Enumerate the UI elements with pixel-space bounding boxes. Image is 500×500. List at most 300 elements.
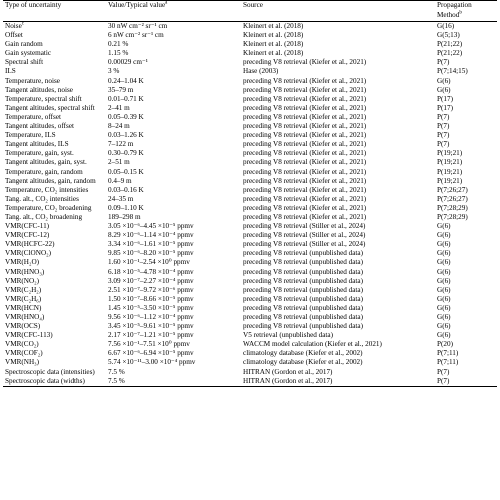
method-cell-text: P(21;22)	[437, 49, 463, 58]
value-cell	[106, 195, 241, 204]
method-cell-text: G(6)	[437, 267, 451, 276]
source-cell-text: preceding V8 retrieval (Stiller et al., 2024)	[243, 231, 366, 240]
method-cell-text: G(16)	[437, 22, 455, 30]
value-cell-text: 6.18 ×10⁻⁵–4.78 ×10⁻⁴ ppmv	[108, 267, 194, 276]
value-cell	[106, 95, 241, 104]
type-cell-text: Temperature, gain, random	[5, 167, 83, 176]
table-row	[3, 186, 497, 195]
method-cell	[435, 304, 497, 313]
type-cell-text: Spectral shift	[5, 58, 44, 67]
source-cell	[241, 222, 435, 231]
source-cell-text: preceding V8 retrieval (unpublished data)	[243, 294, 364, 303]
method-cell-text: P(20)	[437, 340, 453, 349]
type-cell-text: VMR(ClONO₂)	[5, 249, 52, 258]
value-cell	[106, 168, 241, 177]
type-cell-text: VMR(NO₂)	[5, 276, 40, 285]
source-cell	[241, 40, 435, 49]
source-cell-text: preceding V8 retrieval (unpublished data)	[243, 258, 364, 267]
method-cell-text: P(7)	[437, 58, 450, 67]
type-cell	[3, 49, 106, 58]
method-cell	[435, 349, 497, 358]
value-cell-text: 189–298 m	[108, 212, 141, 221]
type-cell	[3, 113, 106, 122]
type-cell	[3, 95, 106, 104]
value-cell-text: 7.5 %	[108, 376, 125, 385]
method-cell-text: G(6)	[437, 231, 451, 240]
table-row	[3, 258, 497, 267]
value-cell	[106, 186, 241, 195]
value-cell-text: 35–79 m	[108, 85, 134, 94]
table-row	[3, 231, 497, 240]
source-cell	[241, 349, 435, 358]
type-cell	[3, 331, 106, 340]
value-cell-text: 1.45 ×10⁻⁵–3.50 ×10⁻⁵ ppmv	[108, 303, 194, 312]
source-cell	[241, 186, 435, 195]
type-cell	[3, 340, 106, 349]
value-cell	[106, 277, 241, 286]
table-row	[3, 358, 497, 367]
method-cell-text: P(7;26;27)	[437, 185, 468, 194]
value-cell-text: 5.74 ×10⁻¹¹–3.00 ×10⁻⁴ ppmv	[108, 358, 196, 367]
value-cell-text: 0.30–0.79 K	[108, 149, 144, 158]
type-cell-text: Spectroscopic data (intensities)	[5, 367, 95, 376]
type-cell	[3, 368, 106, 377]
source-cell	[241, 131, 435, 140]
method-cell-text: G(6)	[437, 294, 451, 303]
source-cell	[241, 67, 435, 76]
source-cell-text: preceding V8 retrieval (Kiefer et al., 2021)	[243, 103, 367, 112]
method-cell-text: G(6)	[437, 322, 451, 331]
source-cell-text: climatology database (Kiefer et al., 2002)	[243, 349, 363, 358]
source-cell-text: preceding V8 retrieval (Kiefer et al., 2021)	[243, 194, 367, 203]
value-cell	[106, 213, 241, 222]
type-cell-text: Temperature, offset	[5, 112, 62, 121]
type-cell-text: Noise	[5, 22, 22, 30]
source-cell	[241, 340, 435, 349]
value-cell	[106, 286, 241, 295]
value-cell	[106, 58, 241, 67]
type-cell	[3, 67, 106, 76]
type-cell	[3, 40, 106, 49]
type-cell	[3, 313, 106, 322]
method-cell	[435, 40, 497, 49]
table-row	[3, 158, 497, 167]
type-footnote: c	[21, 21, 25, 27]
value-cell-text: 0.4–9 m	[108, 176, 132, 185]
table-row	[3, 49, 497, 58]
method-cell-text: P(21;22)	[437, 40, 463, 49]
type-cell	[3, 349, 106, 358]
table-row	[3, 213, 497, 222]
type-cell-text: VMR(HNO₃)	[5, 267, 45, 276]
type-cell-text: VMR(CFC-12)	[5, 231, 50, 240]
type-cell-text: Gain systematic	[5, 49, 52, 58]
method-cell	[435, 168, 497, 177]
source-cell	[241, 377, 435, 387]
type-cell	[3, 286, 106, 295]
value-cell	[106, 295, 241, 304]
source-cell-text: preceding V8 retrieval (Kiefer et al., 2021)	[243, 212, 367, 221]
method-cell	[435, 268, 497, 277]
source-cell	[241, 331, 435, 340]
value-cell-text: 3.09 ×10⁻⁷–2.27 ×10⁻⁴ ppmv	[108, 276, 194, 285]
value-cell-text: 3.34 ×10⁻⁶–1.61 ×10⁻⁵ ppmv	[108, 240, 194, 249]
source-cell-text: preceding V8 retrieval (Kiefer et al., 2021)	[243, 149, 367, 158]
table-row	[3, 286, 497, 295]
type-cell-text: VMR(H₂O)	[5, 258, 40, 267]
type-cell-text: Tang. alt., CO₂ intensities	[5, 194, 79, 203]
method-cell	[435, 131, 497, 140]
source-cell-text: Kleinert et al. (2018)	[243, 31, 304, 40]
source-cell-text: preceding V8 retrieval (unpublished data)	[243, 249, 364, 258]
source-cell-text: preceding V8 retrieval (unpublished data)	[243, 276, 364, 285]
method-cell	[435, 104, 497, 113]
type-cell-text: Temperature, ILS	[5, 131, 56, 140]
source-cell	[241, 231, 435, 240]
header-value-label: Value/Typical value	[108, 1, 166, 9]
value-cell-text: 3.45 ×10⁻⁵–9.61 ×10⁻⁵ ppmv	[108, 322, 194, 331]
source-cell	[241, 158, 435, 167]
source-cell	[241, 322, 435, 331]
method-cell-text: P(19;21)	[437, 176, 463, 185]
source-cell	[241, 86, 435, 95]
type-cell	[3, 140, 106, 149]
type-cell	[3, 258, 106, 267]
source-cell	[241, 258, 435, 267]
source-cell	[241, 286, 435, 295]
method-cell-text: P(7;11)	[437, 349, 459, 358]
value-cell	[106, 349, 241, 358]
header-type-label: Type of uncertainty	[5, 1, 62, 9]
table-row	[3, 122, 497, 131]
source-cell	[241, 58, 435, 67]
method-cell	[435, 22, 497, 32]
value-cell-text: 1.50 ×10⁻⁷–8.66 ×10⁻⁵ ppmv	[108, 294, 194, 303]
value-cell	[106, 304, 241, 313]
method-cell-text: P(7)	[437, 140, 450, 149]
source-cell	[241, 168, 435, 177]
type-cell	[3, 104, 106, 113]
source-cell-text: preceding V8 retrieval (unpublished data)	[243, 267, 364, 276]
source-cell-text: preceding V8 retrieval (Kiefer et al., 2021)	[243, 112, 367, 121]
type-cell	[3, 58, 106, 67]
value-cell	[106, 268, 241, 277]
method-cell	[435, 277, 497, 286]
method-cell-text: G(6)	[437, 76, 451, 85]
table-row	[3, 113, 497, 122]
type-cell	[3, 168, 106, 177]
method-cell	[435, 358, 497, 367]
method-cell	[435, 258, 497, 267]
value-cell-text: 1.15 %	[108, 49, 129, 58]
type-cell-text: Tangent altitudes, noise	[5, 85, 73, 94]
type-cell	[3, 177, 106, 186]
header-method	[435, 1, 497, 12]
value-cell-text: 6.67 ×10⁻⁶–6.94 ×10⁻⁵ ppmv	[108, 349, 194, 358]
table-row	[3, 331, 497, 340]
source-cell-text: preceding V8 retrieval (unpublished data)	[243, 322, 364, 331]
method-cell-text: G(5;13)	[437, 31, 460, 40]
value-cell	[106, 86, 241, 95]
method-cell-text: P(19;21)	[437, 167, 463, 176]
table-row	[3, 58, 497, 67]
value-cell	[106, 204, 241, 213]
type-cell-text: VMR(C₂H₂)	[5, 285, 42, 294]
type-cell	[3, 122, 106, 131]
value-cell-text: 6 nW cm⁻² sr⁻¹ cm	[108, 31, 164, 40]
type-cell	[3, 195, 106, 204]
source-cell	[241, 368, 435, 377]
value-cell	[106, 104, 241, 113]
type-cell	[3, 304, 106, 313]
table-row	[3, 204, 497, 213]
value-cell	[106, 77, 241, 86]
method-cell-text: P(7)	[437, 376, 450, 385]
method-cell	[435, 77, 497, 86]
source-cell	[241, 22, 435, 32]
table-row	[3, 268, 497, 277]
value-cell	[106, 331, 241, 340]
method-cell	[435, 186, 497, 195]
table-row	[3, 240, 497, 249]
table-row	[3, 222, 497, 231]
source-cell-text: preceding V8 retrieval (unpublished data)	[243, 285, 364, 294]
method-cell-text: G(6)	[437, 258, 451, 267]
type-cell-text: Tangent altitudes, ILS	[5, 140, 69, 149]
table-row	[3, 22, 497, 32]
value-cell	[106, 22, 241, 32]
value-cell	[106, 231, 241, 240]
value-cell	[106, 158, 241, 167]
method-cell	[435, 86, 497, 95]
value-cell	[106, 368, 241, 377]
method-cell-text: G(6)	[437, 222, 451, 231]
table-row	[3, 195, 497, 204]
value-cell-text: 3.05 ×10⁻⁶–4.45 ×10⁻⁵ ppmv	[108, 222, 194, 231]
method-cell	[435, 95, 497, 104]
source-cell	[241, 177, 435, 186]
method-cell	[435, 149, 497, 158]
method-cell	[435, 67, 497, 76]
table-row	[3, 177, 497, 186]
source-cell	[241, 104, 435, 113]
source-cell	[241, 77, 435, 86]
type-cell-text: Tangent altitudes, gain, syst.	[5, 158, 87, 167]
value-cell	[106, 122, 241, 131]
value-cell	[106, 240, 241, 249]
method-cell	[435, 140, 497, 149]
header-value	[106, 1, 241, 12]
table-row	[3, 322, 497, 331]
method-cell-text: G(6)	[437, 276, 451, 285]
value-cell-text: 0.00029 cm⁻¹	[108, 58, 148, 67]
type-cell	[3, 240, 106, 249]
type-cell-text: VMR(CFC-113)	[5, 331, 53, 340]
value-cell-text: 2–51 m	[108, 158, 130, 167]
type-cell-text: Temperature, gain, syst.	[5, 149, 74, 158]
source-cell-text: climatology database (Kiefer et al., 2002)	[243, 358, 363, 367]
source-cell-text: preceding V8 retrieval (Kiefer et al., 2021)	[243, 76, 367, 85]
method-cell-text: P(17)	[437, 103, 453, 112]
value-cell	[106, 67, 241, 76]
method-cell-text: P(7;26;27)	[437, 194, 468, 203]
value-cell-text: 0.24–1.04 K	[108, 76, 144, 85]
table-row	[3, 349, 497, 358]
method-cell-text: P(7;28;29)	[437, 212, 468, 221]
value-cell	[106, 177, 241, 186]
value-cell	[106, 258, 241, 267]
method-cell	[435, 31, 497, 40]
table-row	[3, 368, 497, 377]
value-cell-text: 2.17 ×10⁻⁷–1.21 ×10⁻⁵ ppmv	[108, 331, 194, 340]
source-cell-text: preceding V8 retrieval (Kiefer et al., 2021)	[243, 122, 367, 131]
method-cell	[435, 286, 497, 295]
source-cell-text: preceding V8 retrieval (Kiefer et al., 2021)	[243, 167, 367, 176]
method-cell-text: G(6)	[437, 285, 451, 294]
source-cell-text: preceding V8 retrieval (unpublished data)	[243, 313, 364, 321]
source-cell	[241, 95, 435, 104]
value-cell	[106, 249, 241, 258]
type-cell-text: VMR(COF₂)	[5, 349, 43, 358]
table-row	[3, 31, 497, 40]
type-cell	[3, 322, 106, 331]
method-cell	[435, 113, 497, 122]
method-cell-text: P(7;28;29)	[437, 203, 468, 212]
value-cell-text: 0.21 %	[108, 40, 129, 49]
value-cell	[106, 377, 241, 387]
type-cell	[3, 77, 106, 86]
type-cell-text: Temperature, CO₂ broadening	[5, 203, 92, 212]
type-cell	[3, 86, 106, 95]
method-cell	[435, 58, 497, 67]
type-cell-text: VMR(NH₃)	[5, 358, 40, 367]
source-cell-text: preceding V8 retrieval (Stiller et al., 2024)	[243, 222, 366, 231]
method-cell	[435, 340, 497, 349]
table-row	[3, 313, 497, 322]
type-cell	[3, 213, 106, 222]
value-cell-text: 0.09–1.10 K	[108, 203, 144, 212]
value-cell	[106, 222, 241, 231]
type-cell-text: Tangent altitudes, offset	[5, 122, 75, 131]
method-cell	[435, 240, 497, 249]
table-row	[3, 277, 497, 286]
value-cell	[106, 140, 241, 149]
method-cell-text: P(7;11)	[437, 358, 459, 367]
source-cell-text: preceding V8 retrieval (Kiefer et al., 2021)	[243, 185, 367, 194]
source-cell	[241, 268, 435, 277]
table-row	[3, 249, 497, 258]
source-cell	[241, 113, 435, 122]
table-row	[3, 140, 497, 149]
source-cell	[241, 277, 435, 286]
value-cell-text: 0.05–0.15 K	[108, 167, 144, 176]
table-row	[3, 104, 497, 113]
type-cell	[3, 277, 106, 286]
type-cell	[3, 222, 106, 231]
method-cell-text: G(6)	[437, 85, 451, 94]
source-cell-text: Kleinert et al. (2018)	[243, 40, 304, 49]
source-cell	[241, 140, 435, 149]
method-cell	[435, 195, 497, 204]
method-cell	[435, 322, 497, 331]
table-row	[3, 295, 497, 304]
type-cell	[3, 295, 106, 304]
method-cell	[435, 313, 497, 322]
type-cell-text: VMR(CO₂)	[5, 340, 39, 349]
header-type	[3, 1, 106, 12]
value-cell	[106, 358, 241, 367]
source-cell	[241, 213, 435, 222]
type-cell	[3, 231, 106, 240]
type-cell	[3, 131, 106, 140]
method-cell-text: G(6)	[437, 331, 451, 340]
value-cell-text: 0.01–0.71 K	[108, 94, 144, 103]
source-cell	[241, 249, 435, 258]
source-cell	[241, 295, 435, 304]
source-cell-text: WACCM model calculation (Kiefer et al., 2021)	[243, 340, 382, 349]
value-cell	[106, 49, 241, 58]
type-cell-text: VMR(HNO₄)	[5, 313, 45, 321]
method-cell-text: P(17)	[437, 94, 453, 103]
value-cell	[106, 340, 241, 349]
method-cell-text: G(6)	[437, 313, 451, 321]
type-cell-text: Spectroscopic data (widths)	[5, 376, 85, 385]
value-cell	[106, 31, 241, 40]
value-cell-text: 24–35 m	[108, 194, 134, 203]
method-cell	[435, 331, 497, 340]
type-cell-text: Tangent altitudes, spectral shift	[5, 103, 95, 112]
source-cell	[241, 204, 435, 213]
method-cell-text: P(7;14;15)	[437, 67, 468, 76]
value-cell	[106, 131, 241, 140]
table-body	[3, 22, 497, 387]
table-row	[3, 377, 497, 387]
table-row	[3, 77, 497, 86]
source-cell-text: Hase (2003)	[243, 67, 279, 76]
type-cell	[3, 158, 106, 167]
table-row	[3, 131, 497, 140]
table-header	[3, 1, 497, 22]
type-cell	[3, 377, 106, 387]
source-cell-text: preceding V8 retrieval (Kiefer et al., 2021)	[243, 131, 367, 140]
source-cell	[241, 240, 435, 249]
source-cell	[241, 31, 435, 40]
method-cell-text: P(7)	[437, 112, 450, 121]
type-cell	[3, 204, 106, 213]
value-cell-text: 0.03–1.26 K	[108, 131, 144, 140]
method-cell	[435, 222, 497, 231]
source-cell	[241, 304, 435, 313]
method-cell	[435, 177, 497, 186]
source-cell	[241, 195, 435, 204]
value-cell-text: 3 %	[108, 67, 120, 76]
type-cell-text: VMR(CFC-11)	[5, 222, 50, 231]
source-cell-text: preceding V8 retrieval (Stiller et al., 2024)	[243, 240, 366, 249]
method-cell-text: G(6)	[437, 303, 451, 312]
header-value-footnote: a	[165, 0, 168, 6]
method-cell	[435, 122, 497, 131]
method-cell	[435, 49, 497, 58]
value-cell	[106, 149, 241, 158]
source-cell	[241, 313, 435, 322]
type-cell-text: Gain random	[5, 40, 43, 49]
type-cell-text: VMR(HCFC-22)	[5, 240, 55, 249]
method-cell	[435, 368, 497, 377]
method-cell	[435, 204, 497, 213]
value-cell-text: 0.05–0.39 K	[108, 112, 144, 121]
type-cell-text: Tang. alt., CO₂ broadening	[5, 212, 83, 221]
source-cell-text: preceding V8 retrieval (Kiefer et al., 2021)	[243, 176, 367, 185]
